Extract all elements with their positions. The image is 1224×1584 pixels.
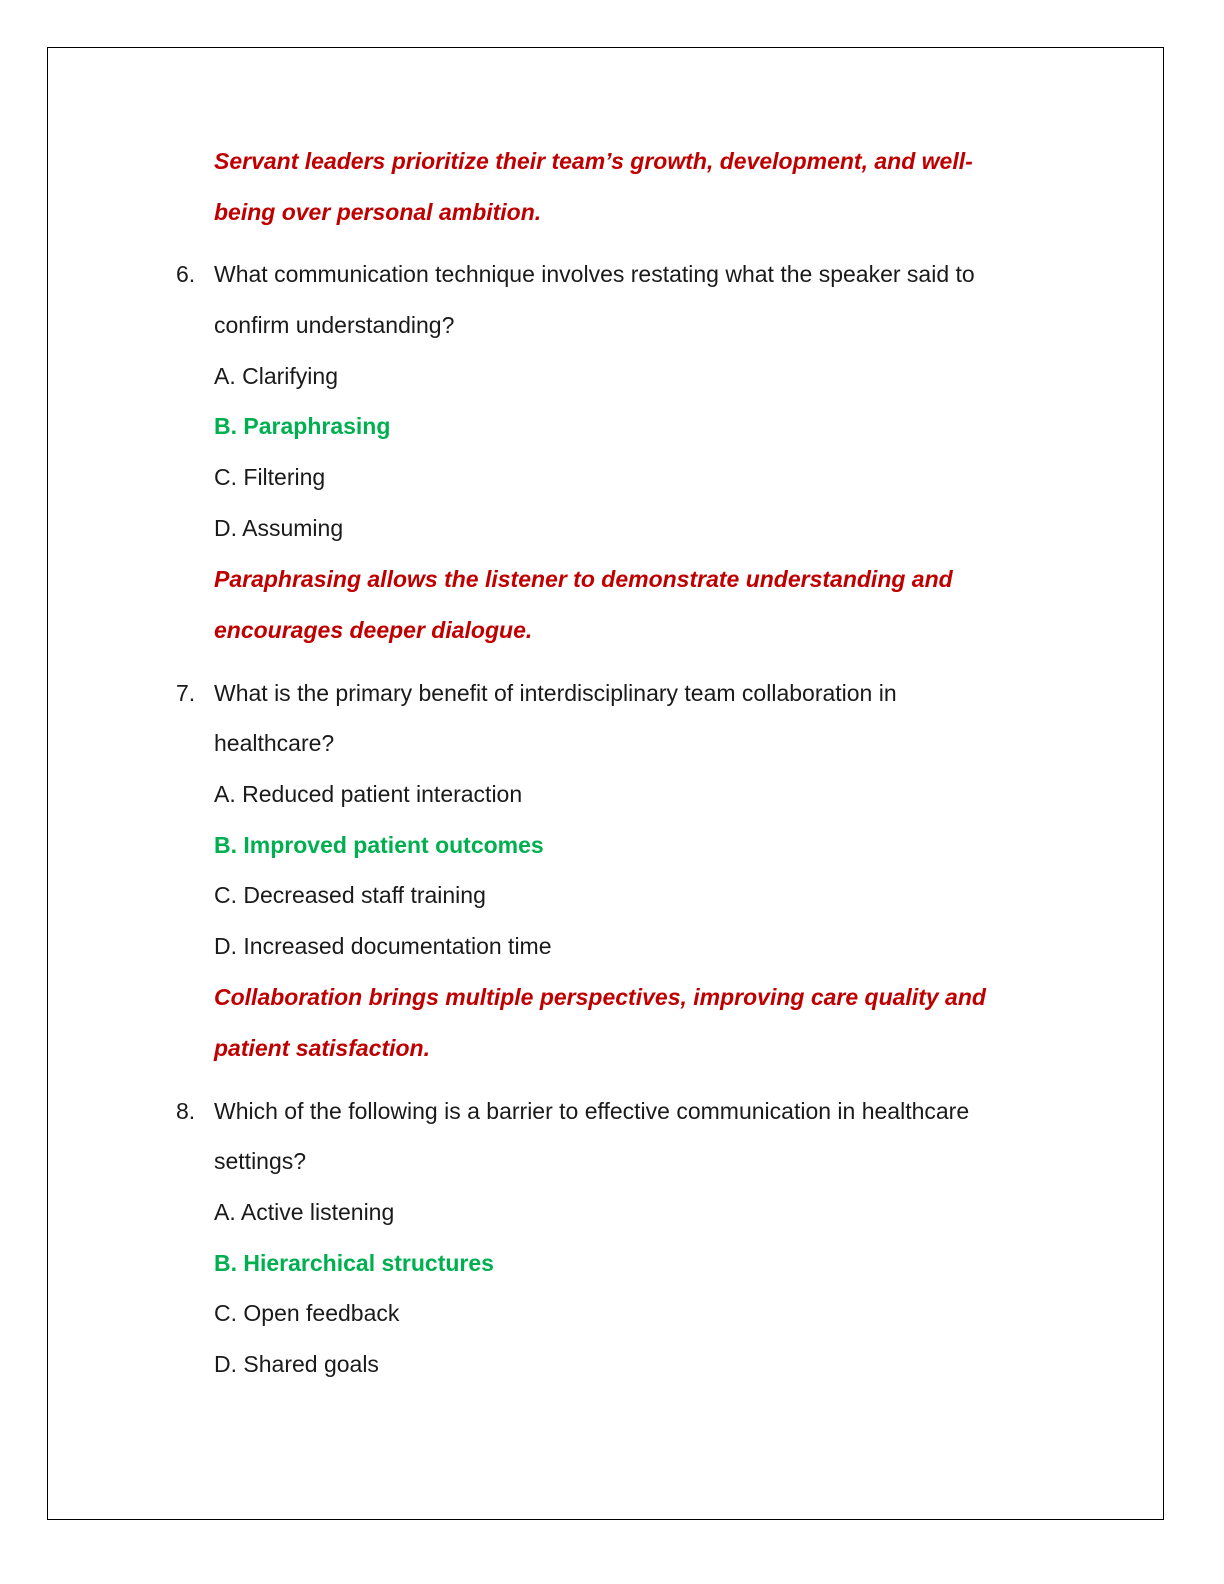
question-7-stem-line2: healthcare? bbox=[214, 730, 335, 756]
question-6-rationale-line1: Paraphrasing allows the listener to demonstrate understanding and bbox=[214, 566, 953, 592]
question-7-number: 7. bbox=[176, 680, 196, 706]
question-6-stem-line2: confirm understanding? bbox=[214, 312, 455, 338]
question-6-option-b-correct: B. Paraphrasing bbox=[214, 413, 391, 439]
question-6-rationale-line2: encourages deeper dialogue. bbox=[214, 617, 533, 643]
question-6-option-a: A. Clarifying bbox=[214, 363, 338, 389]
question-7-rationale-line1: Collaboration brings multiple perspectives, improving care quality and bbox=[214, 984, 986, 1010]
question-8-stem-line1: Which of the following is a barrier to effective communication in healthcare bbox=[214, 1098, 970, 1124]
question-6-option-c: C. Filtering bbox=[214, 464, 326, 490]
question-8-option-d: D. Shared goals bbox=[214, 1351, 379, 1377]
question-8-option-a: A. Active listening bbox=[214, 1199, 395, 1225]
question-7-rationale-line2: patient satisfaction. bbox=[214, 1035, 430, 1061]
question-7-option-c: C. Decreased staff training bbox=[214, 882, 486, 908]
question-8-option-b-correct: B. Hierarchical structures bbox=[214, 1250, 494, 1276]
rationale-q5-line1: Servant leaders prioritize their team’s growth, development, and well- bbox=[214, 148, 973, 174]
question-7-stem-line1: What is the primary benefit of interdisciplinary team collaboration in bbox=[214, 680, 897, 706]
question-8-stem-line2: settings? bbox=[214, 1148, 307, 1174]
rationale-q5-line2: being over personal ambition. bbox=[214, 199, 542, 225]
question-8-number: 8. bbox=[176, 1098, 196, 1124]
question-7-option-b-correct: B. Improved patient outcomes bbox=[214, 832, 544, 858]
question-7-option-a: A. Reduced patient interaction bbox=[214, 781, 523, 807]
question-6-option-d: D. Assuming bbox=[214, 515, 344, 541]
question-6-number: 6. bbox=[176, 261, 196, 287]
question-6-stem-line1: What communication technique involves restating what the speaker said to bbox=[214, 261, 975, 287]
question-7-option-d: D. Increased documentation time bbox=[214, 933, 552, 959]
question-8-option-c: C. Open feedback bbox=[214, 1300, 400, 1326]
